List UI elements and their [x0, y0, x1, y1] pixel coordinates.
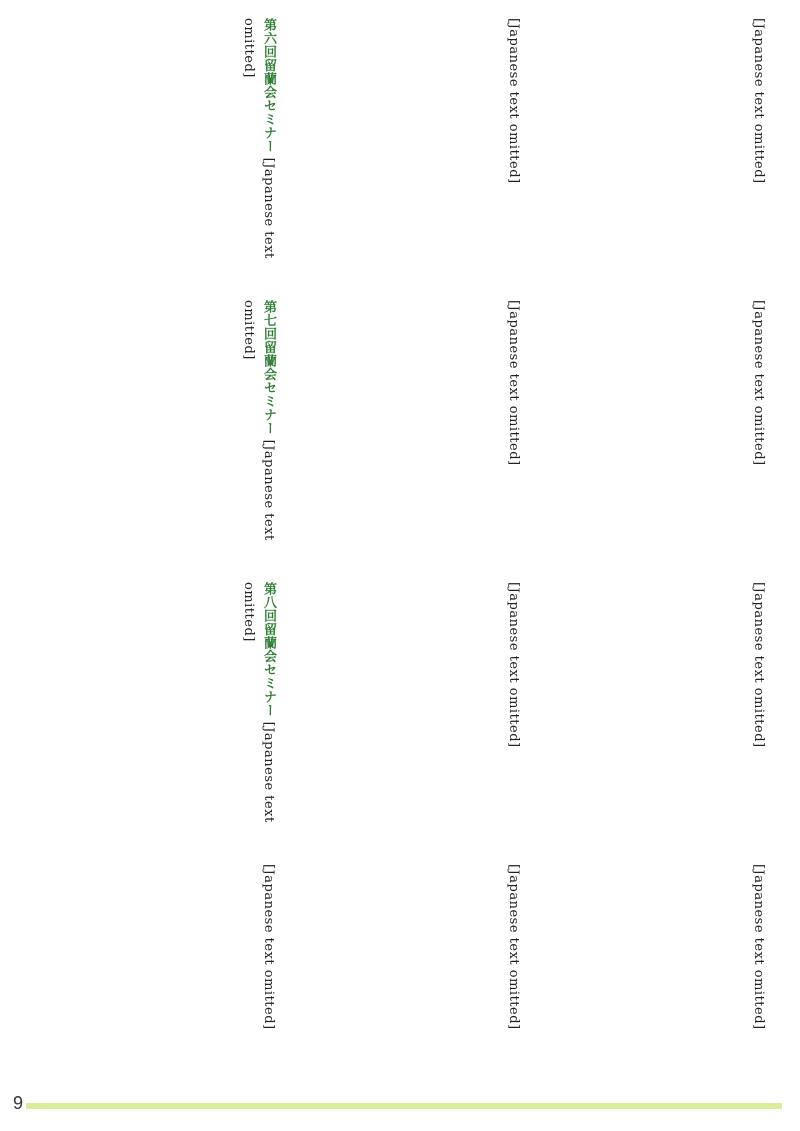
text-column: [Japanese text omitted] [751, 300, 766, 466]
text-band-2 [38, 300, 768, 568]
text-column: [Japanese text omitted] [751, 18, 766, 184]
footer-rule [26, 1103, 782, 1109]
text-column: [Japanese text omitted] [751, 864, 766, 1030]
seminar-heading: 第七回留蘭会セミナー [261, 300, 276, 435]
text-column [38, 582, 278, 850]
text-column: [Japanese text omitted] [506, 582, 521, 748]
text-body: [Japanese text omitted] [241, 300, 276, 541]
seminar-heading: 第八回留蘭会セミナー [261, 582, 276, 717]
text-band-3 [38, 582, 768, 850]
text-column [38, 300, 278, 568]
text-column: [Japanese text omitted] [506, 300, 521, 466]
text-column: [Japanese text omitted] [506, 864, 521, 1030]
text-column: [Japanese text omitted] [751, 582, 766, 748]
text-body: [Japanese text omitted] [241, 18, 276, 259]
text-column: [Japanese text omitted] [261, 864, 276, 1030]
text-band-1 [38, 18, 768, 286]
seminar-heading: 第六回留蘭会セミナー [261, 18, 276, 153]
text-column: [Japanese text omitted] [506, 18, 521, 184]
text-band-4 [38, 864, 768, 1094]
text-body: [Japanese text omitted] [241, 582, 276, 823]
text-column [38, 18, 278, 286]
page-footer [0, 1095, 800, 1113]
page-number: 9 [10, 1093, 26, 1114]
